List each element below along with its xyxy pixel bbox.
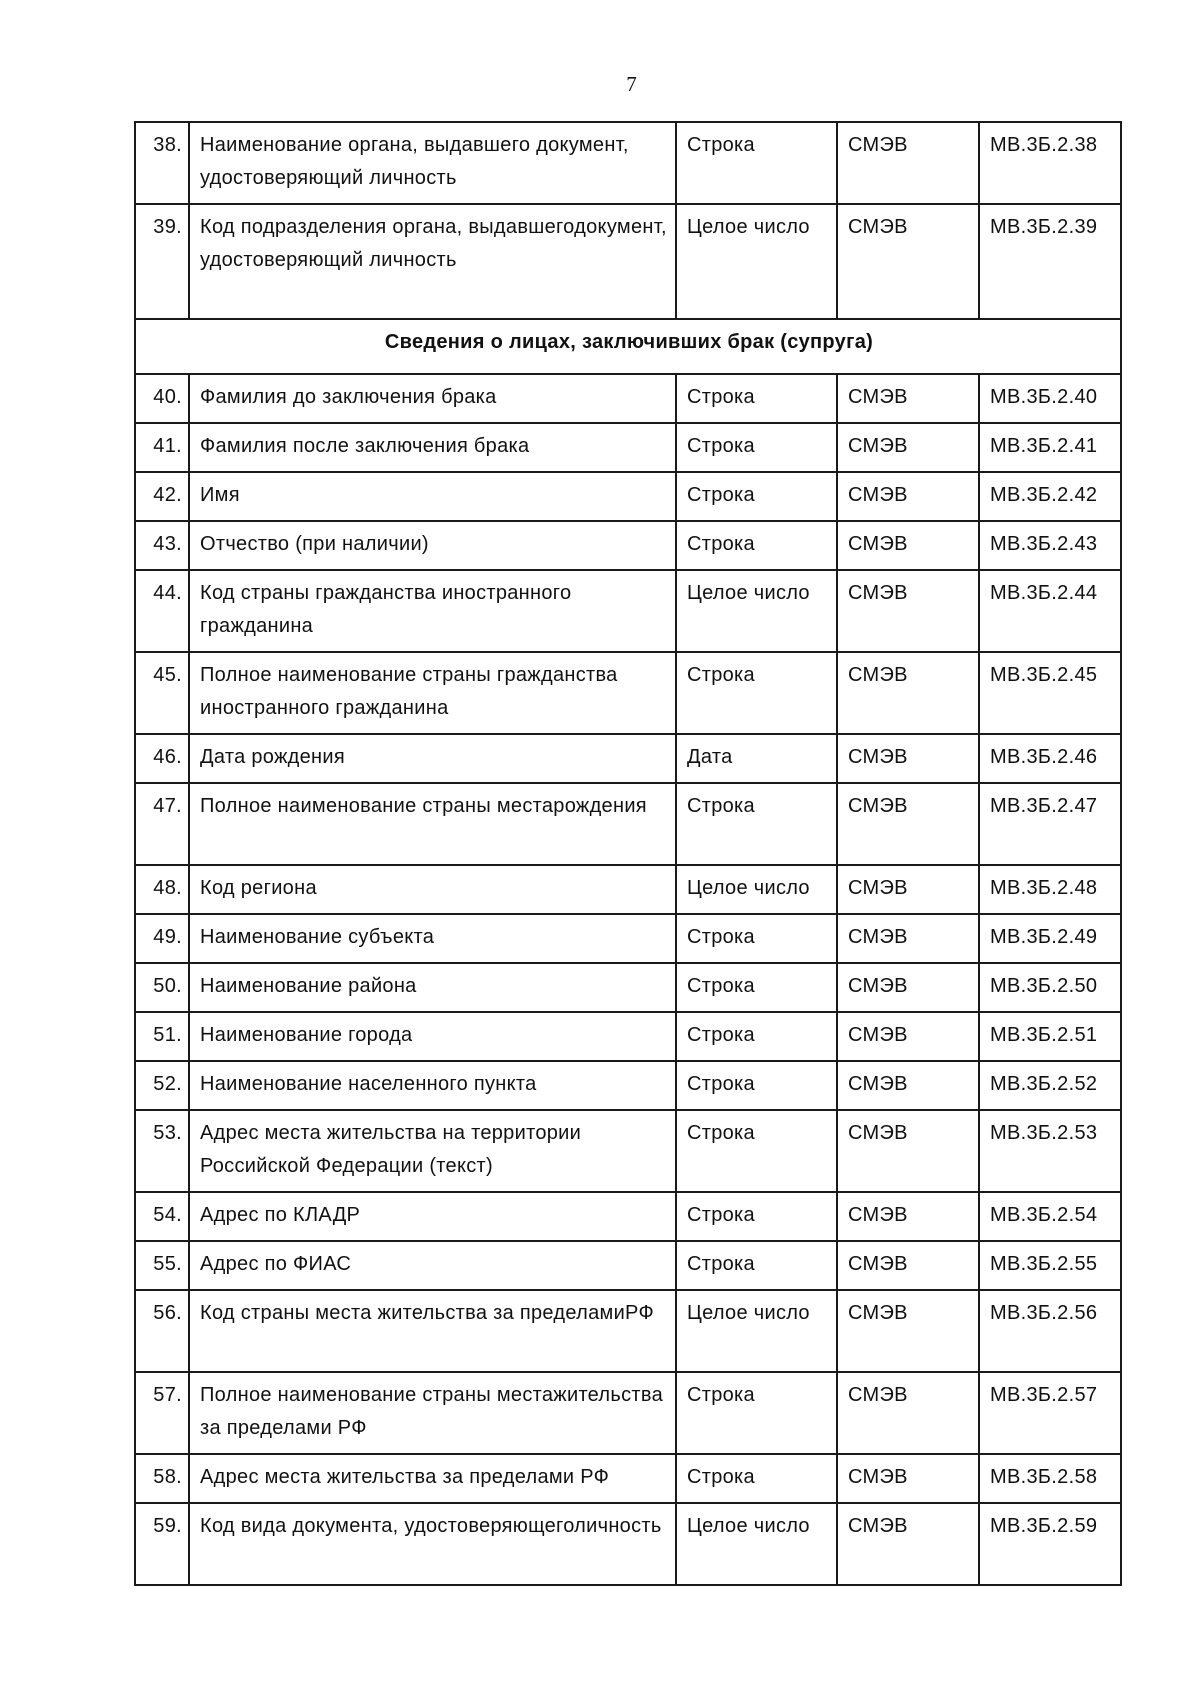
section-row <box>135 319 1121 374</box>
field-type: Строка <box>676 472 837 521</box>
row-number: 45. <box>135 652 189 734</box>
table-row <box>135 1290 1121 1372</box>
table-row <box>135 734 1121 783</box>
table-row <box>135 652 1121 734</box>
row-number: 44. <box>135 570 189 652</box>
field-source: СМЭВ <box>837 204 979 319</box>
field-code: МВ.3Б.2.38 <box>979 122 1121 204</box>
field-source: СМЭВ <box>837 652 979 734</box>
row-number: 50. <box>135 963 189 1012</box>
field-code: МВ.3Б.2.50 <box>979 963 1121 1012</box>
table-row <box>135 1241 1121 1290</box>
row-number: 52. <box>135 1061 189 1110</box>
field-code: МВ.3Б.2.41 <box>979 423 1121 472</box>
row-number: 54. <box>135 1192 189 1241</box>
field-code: МВ.3Б.2.48 <box>979 865 1121 914</box>
field-name: Наименование субъекта <box>189 914 676 963</box>
field-type: Строка <box>676 652 837 734</box>
field-code: МВ.3Б.2.42 <box>979 472 1121 521</box>
field-type: Целое число <box>676 1503 837 1585</box>
table-row <box>135 122 1121 204</box>
field-type: Строка <box>676 1454 837 1503</box>
field-type: Строка <box>676 423 837 472</box>
field-type: Строка <box>676 963 837 1012</box>
field-type: Строка <box>676 1061 837 1110</box>
field-name: Наименование населенного пункта <box>189 1061 676 1110</box>
row-number: 39. <box>135 204 189 319</box>
field-source: СМЭВ <box>837 1192 979 1241</box>
table-row <box>135 1192 1121 1241</box>
table-row <box>135 1454 1121 1503</box>
row-number: 42. <box>135 472 189 521</box>
field-name: Адрес места жительства на территории Российской Федерации (текст) <box>189 1110 676 1192</box>
row-number: 51. <box>135 1012 189 1061</box>
field-code: МВ.3Б.2.54 <box>979 1192 1121 1241</box>
field-code: МВ.3Б.2.47 <box>979 783 1121 865</box>
field-name: Код вида документа, удостоверяющеголичность <box>189 1503 676 1585</box>
field-type: Строка <box>676 122 837 204</box>
row-number: 47. <box>135 783 189 865</box>
field-type: Строка <box>676 521 837 570</box>
field-code: МВ.3Б.2.58 <box>979 1454 1121 1503</box>
field-code: МВ.3Б.2.44 <box>979 570 1121 652</box>
field-source: СМЭВ <box>837 1290 979 1372</box>
field-type: Строка <box>676 914 837 963</box>
field-code: МВ.3Б.2.39 <box>979 204 1121 319</box>
field-type: Строка <box>676 783 837 865</box>
row-number: 58. <box>135 1454 189 1503</box>
field-source: СМЭВ <box>837 1503 979 1585</box>
field-source: СМЭВ <box>837 423 979 472</box>
field-source: СМЭВ <box>837 472 979 521</box>
field-source: СМЭВ <box>837 1454 979 1503</box>
field-type: Строка <box>676 374 837 423</box>
field-source: СМЭВ <box>837 865 979 914</box>
table-row <box>135 1372 1121 1454</box>
field-name: Наименование района <box>189 963 676 1012</box>
field-source: СМЭВ <box>837 963 979 1012</box>
field-code: МВ.3Б.2.46 <box>979 734 1121 783</box>
field-name: Полное наименование страны местарождения <box>189 783 676 865</box>
field-name: Фамилия после заключения брака <box>189 423 676 472</box>
table-row <box>135 783 1121 865</box>
field-source: СМЭВ <box>837 1372 979 1454</box>
row-number: 38. <box>135 122 189 204</box>
table-row <box>135 374 1121 423</box>
field-type: Дата <box>676 734 837 783</box>
field-name: Имя <box>189 472 676 521</box>
field-name: Адрес по КЛАДР <box>189 1192 676 1241</box>
table-row <box>135 521 1121 570</box>
row-number: 56. <box>135 1290 189 1372</box>
field-name: Полное наименование страны местажительства за пределами РФ <box>189 1372 676 1454</box>
table-row <box>135 1110 1121 1192</box>
field-source: СМЭВ <box>837 521 979 570</box>
table-row <box>135 865 1121 914</box>
requisites-table <box>134 121 1122 1586</box>
field-source: СМЭВ <box>837 374 979 423</box>
field-name: Адрес по ФИАС <box>189 1241 676 1290</box>
field-name: Наименование органа, выдавшего документ, удостоверяющий личность <box>189 122 676 204</box>
field-source: СМЭВ <box>837 570 979 652</box>
table-row <box>135 914 1121 963</box>
row-number: 43. <box>135 521 189 570</box>
field-name: Адрес места жительства за пределами РФ <box>189 1454 676 1503</box>
table-row <box>135 423 1121 472</box>
field-type: Строка <box>676 1192 837 1241</box>
field-type: Строка <box>676 1012 837 1061</box>
field-type: Целое число <box>676 204 837 319</box>
page-number: 7 <box>626 72 637 96</box>
field-type: Строка <box>676 1372 837 1454</box>
field-code: МВ.3Б.2.43 <box>979 521 1121 570</box>
field-code: МВ.3Б.2.52 <box>979 1061 1121 1110</box>
field-source: СМЭВ <box>837 122 979 204</box>
field-source: СМЭВ <box>837 914 979 963</box>
row-number: 48. <box>135 865 189 914</box>
row-number: 59. <box>135 1503 189 1585</box>
field-type: Строка <box>676 1110 837 1192</box>
field-type: Целое число <box>676 865 837 914</box>
field-name: Код подразделения органа, выдавшегодокумент, удостоверяющий личность <box>189 204 676 319</box>
row-number: 57. <box>135 1372 189 1454</box>
field-code: МВ.3Б.2.55 <box>979 1241 1121 1290</box>
field-code: МВ.3Б.2.40 <box>979 374 1121 423</box>
row-number: 55. <box>135 1241 189 1290</box>
field-type: Строка <box>676 1241 837 1290</box>
field-source: СМЭВ <box>837 1110 979 1192</box>
row-number: 40. <box>135 374 189 423</box>
table-row <box>135 204 1121 319</box>
field-source: СМЭВ <box>837 1061 979 1110</box>
field-type: Целое число <box>676 1290 837 1372</box>
field-name: Код региона <box>189 865 676 914</box>
field-code: МВ.3Б.2.56 <box>979 1290 1121 1372</box>
field-name: Код страны гражданства иностранного гражданина <box>189 570 676 652</box>
field-code: МВ.3Б.2.57 <box>979 1372 1121 1454</box>
row-number: 41. <box>135 423 189 472</box>
field-name: Отчество (при наличии) <box>189 521 676 570</box>
section-title: Сведения о лицах, заключивших брак (супруга) <box>135 319 1121 374</box>
table-row <box>135 963 1121 1012</box>
table-row <box>135 1012 1121 1061</box>
row-number: 49. <box>135 914 189 963</box>
field-code: МВ.3Б.2.59 <box>979 1503 1121 1585</box>
field-source: СМЭВ <box>837 734 979 783</box>
row-number: 53. <box>135 1110 189 1192</box>
field-code: МВ.3Б.2.53 <box>979 1110 1121 1192</box>
field-name: Код страны места жительства за пределамиРФ <box>189 1290 676 1372</box>
table-row <box>135 472 1121 521</box>
field-source: СМЭВ <box>837 783 979 865</box>
field-name: Полное наименование страны гражданства иностранного гражданина <box>189 652 676 734</box>
field-name: Наименование города <box>189 1012 676 1061</box>
table-row <box>135 570 1121 652</box>
field-name: Фамилия до заключения брака <box>189 374 676 423</box>
field-source: СМЭВ <box>837 1241 979 1290</box>
field-type: Целое число <box>676 570 837 652</box>
field-code: МВ.3Б.2.49 <box>979 914 1121 963</box>
field-code: МВ.3Б.2.45 <box>979 652 1121 734</box>
table-row <box>135 1061 1121 1110</box>
row-number: 46. <box>135 734 189 783</box>
field-source: СМЭВ <box>837 1012 979 1061</box>
table-row <box>135 1503 1121 1585</box>
field-name: Дата рождения <box>189 734 676 783</box>
field-code: МВ.3Б.2.51 <box>979 1012 1121 1061</box>
